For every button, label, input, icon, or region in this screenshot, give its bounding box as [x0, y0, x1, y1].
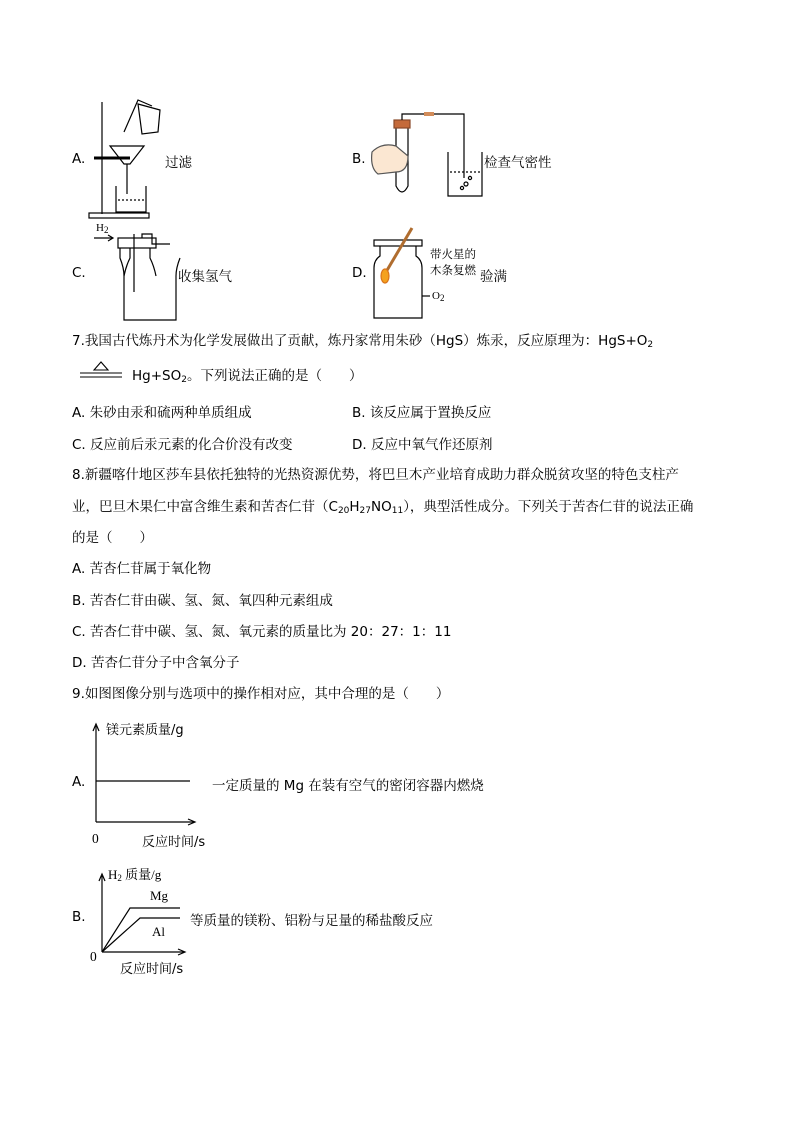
q9-graph-a-xlabel: 反应时间/s [142, 835, 206, 850]
q9-option-b-desc: 等质量的镁粉、铝粉与足量的稀盐酸反应 [190, 913, 433, 929]
q9-option-a-letter: A. [72, 774, 86, 790]
q9-graph-a-origin: 0 [92, 831, 99, 846]
q9-option-b-letter: B. [72, 909, 86, 925]
q9-option-a-desc: 一定质量的 Mg 在装有空气的密闭容器内燃烧 [212, 778, 484, 794]
q7-option-b: B. 该反应属于置换反应 [352, 405, 492, 421]
q9-stem: 9.如图图像分别与选项中的操作相对应，其中合理的是（ ） [72, 686, 450, 702]
filtration-apparatus-image [86, 96, 166, 222]
q9-graph-b-origin: 0 [90, 949, 97, 964]
q6-option-d-note-line2: 木条复燃 [430, 263, 476, 277]
q9-graph-b-xlabel: 反应时间/s [120, 962, 184, 977]
q6-option-d-label: 验满 [480, 269, 507, 285]
q8-option-d: D. 苦杏仁苷分子中含氧分子 [72, 655, 240, 671]
airtightness-check-image [368, 112, 492, 204]
q8-option-b: B. 苦杏仁苷由碳、氢、氮、氧四种元素组成 [72, 593, 333, 609]
q9-graph-b-series-al-label: Al [152, 924, 165, 939]
q6-option-d-letter: D. [352, 265, 367, 281]
q6-option-a-label: 过滤 [165, 155, 192, 171]
q6-option-d-note-line1: 带火星的 [430, 247, 476, 261]
q9-graph-a [90, 722, 200, 826]
q8-stem-line3: 的是（ ） [72, 530, 153, 546]
q6-option-a-letter: A. [72, 151, 86, 167]
q8-stem-line1: 8.新疆喀什地区莎车县依托独特的光热资源优势，将巴旦木产业培育成助力群众脱贫攻坚的特色支柱产 [72, 467, 679, 483]
q7-option-a: A. 朱砂由汞和硫两种单质组成 [72, 405, 252, 421]
q9-graph-b [96, 872, 188, 956]
q8-option-a: A. 苦杏仁苷属于氧化物 [72, 561, 212, 577]
q9-graph-b-series-mg [102, 908, 180, 952]
q9-graph-b-ylabel: $H_2$ 质量/g [108, 867, 162, 883]
q7-stem-line1: 7.我国古代炼丹术为化学发展做出了贡献，炼丹家常用朱砂（HgS）炼汞，反应原理为：$HgS+O_2$ [72, 333, 654, 350]
heating-condition-symbol [80, 360, 122, 380]
q6-option-d-gas-label: $O_2$ [432, 290, 445, 303]
q9-graph-a-ylabel: 镁元素质量/g [106, 723, 184, 738]
q6-option-c-label: 收集氢气 [178, 269, 232, 285]
q8-option-c: C. 苦杏仁苷中碳、氢、氮、氧元素的质量比为 20：27：1：11 [72, 624, 452, 640]
oxygen-full-test-image [366, 226, 436, 322]
q7-stem-line2: $Hg+SO_2$。下列说法正确的是（ ） [132, 368, 363, 385]
q6-option-b-letter: B. [352, 151, 366, 167]
q7-option-c: C. 反应前后汞元素的化合价没有改变 [72, 437, 293, 453]
q6-option-c-letter: C. [72, 265, 86, 281]
q8-stem-line2: 业，巴旦木果仁中富含维生素和苦杏仁苷$(C_{20}H_{27}NO_{11})$，典型活性成分。下列关于苦杏仁苷的说法正确 [72, 499, 694, 516]
q6-option-b-label: 检查气密性 [484, 155, 552, 171]
hydrogen-collection-image [90, 232, 180, 322]
q9-graph-b-series-al [102, 918, 180, 952]
q7-option-d: D. 反应中氧气作还原剂 [352, 437, 493, 453]
q6-option-c-gas-label: $H_2$ [96, 222, 109, 235]
q9-graph-b-series-mg-label: Mg [150, 888, 169, 903]
